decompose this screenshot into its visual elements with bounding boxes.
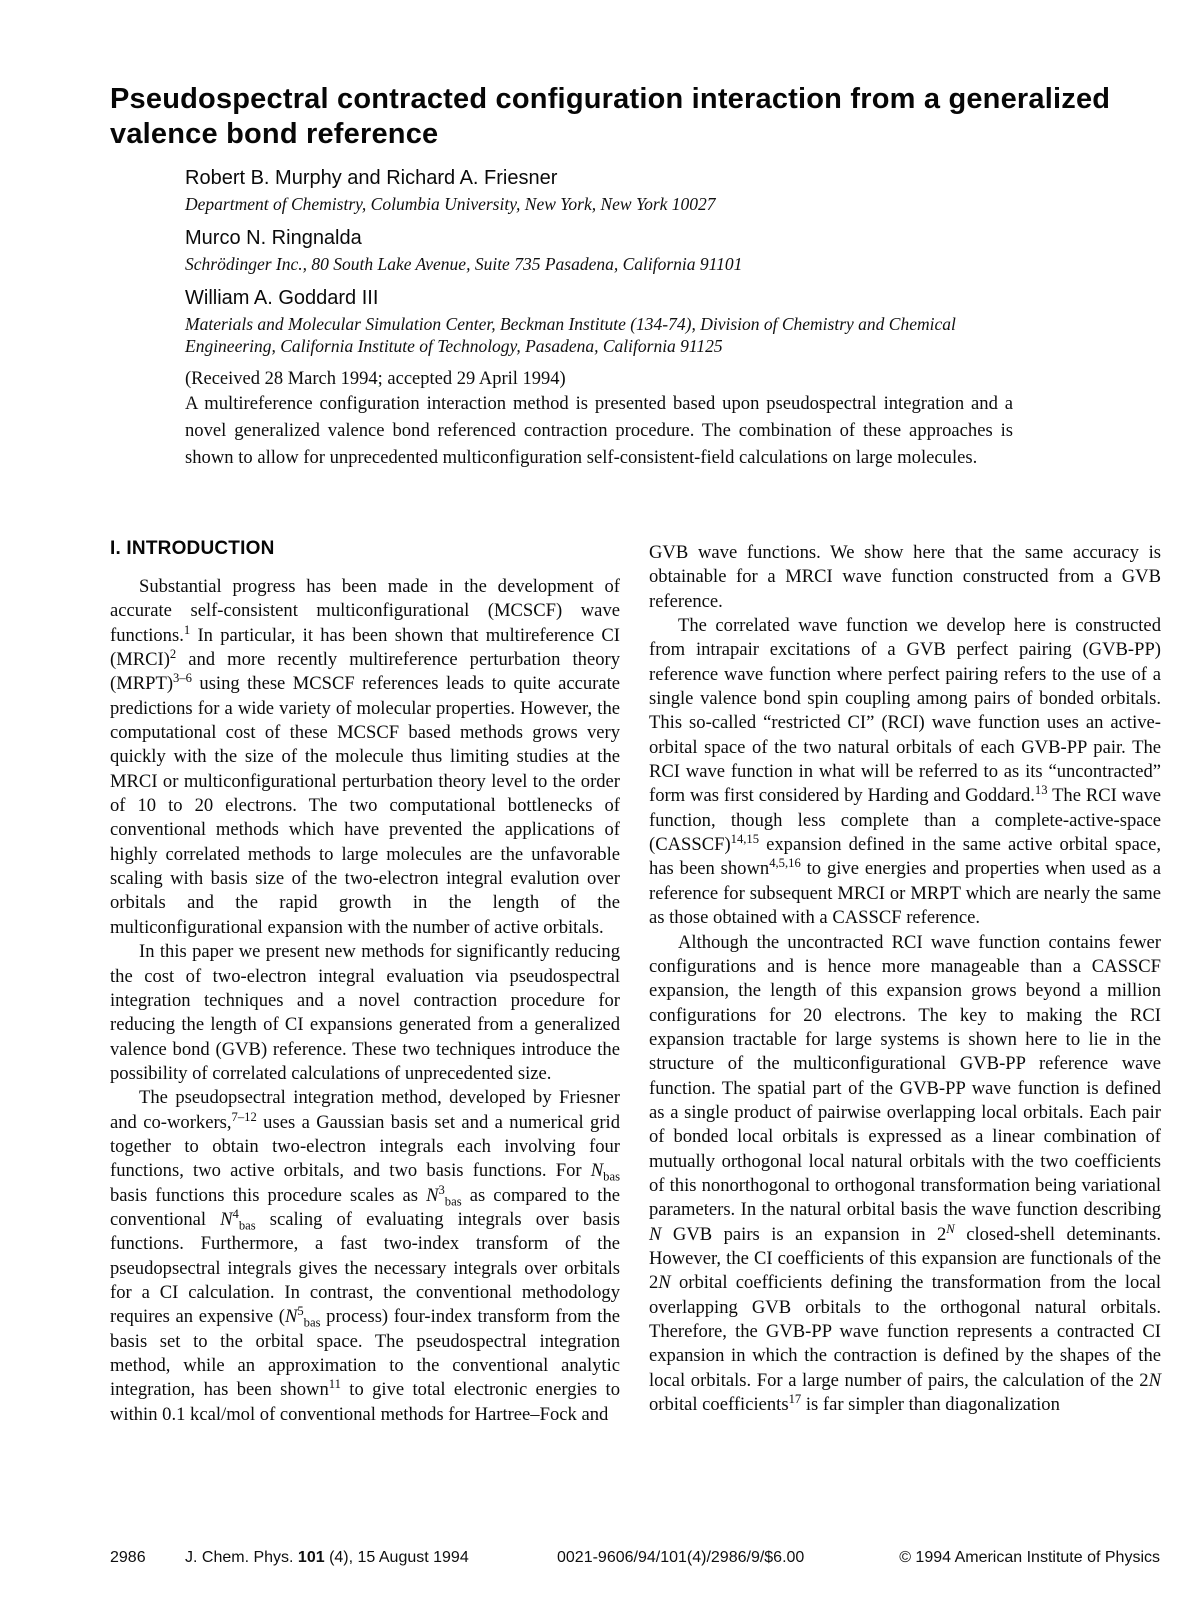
author-affiliation: Materials and Molecular Simulation Center, Beckman Institute (134-74), Division of Chemistry and Chemical Engineering, California Institute of Technology, Pasadena, California 91125: [185, 314, 956, 356]
body-paragraph: Although the uncontracted RCI wave function contains fewer configurations and is hence more manageable than a CASSCF expansion, the length of this expansion grows beyond a million configurations for 20 electrons. The key to making the RCI expansion tractable for large systems is shown here to lie in the structure of the multiconfigurational GVB-PP reference wave function. The spatial part of the GVB-PP wave function is defined as a single product of pairwise overlapping local orbitals. Each pair of bonded local orbitals is expressed as a linear combination of mutually orthogonal local natural orbitals with the two coefficients of this nonorthogonal to orthogonal transformation being variational parameters. In the natural orbital basis the wave function describing N GVB pairs is an expansion in $2^N$ closed-shell deteminants. However, the CI coefficients of this expansion are functionals of the 2N orbital coefficients defining the transformation from the local overlapping GVB orbitals to the orthogonal natural orbitals. Therefore, the GVB-PP wave function represents a contracted CI expansion in which the contraction is defined by the shapes of the local orbitals. For a large number of pairs, the calculation of the 2N orbital coefficients$^{17}$ is far simpler than diagonalization: [649, 931, 1161, 1416]
author-entry: [185, 166, 1035, 215]
page-footer: [0, 1549, 1200, 1573]
body-paragraph: The correlated wave function we develop here is constructed from intrapair excitations of a GVB perfect pairing (GVB-PP) reference wave function where perfect pairing refers to the use of a single valence bond spin coupling among pairs of bonded orbitals. This so-called “restricted CI” (RCI) wave function uses an active-orbital space of the two natural orbitals of each GVB-PP pair. The RCI wave function in what will be referred to as its “uncontracted” form was first considered by Harding and Goddard.$^{13}$ The RCI wave function, though less complete than a complete-active-space (CASSCF)$^{14,15}$ expansion defined in the same active orbital space, has been shown$^{4,5,16}$ to give energies and properties when used as a reference for subsequent MRCI or MRPT which are nearly the same as those obtained with a CASSCF reference.: [649, 615, 1161, 929]
body-paragraph: In this paper we present new methods for significantly reducing the cost of two-electron integral evaluation via pseudospectral integration techniques and a novel contraction procedure for reducing the length of CI expansions generated from a generalized valence bond (GVB) reference. These two techniques introduce the possibility of correlated calculations of unprecedented size.: [110, 941, 620, 1084]
body-paragraph: Substantial progress has been made in the development of accurate self-consistent multiconfigurational (MCSCF) wave functions.$^1$ In particular, it has been shown that multireference CI (MRCI)$^2$ and more recently multireference perturbation theory (MRPT)$^{3-6}$ using these MCSCF references leads to quite accurate predictions for a wide variety of molecular properties. However, the computational cost of these MCSCF based methods grows very quickly with the size of the molecule thus limiting studies at the MRCI or multiconfigurational perturbation theory level to the order of 10 to 20 electrons. The two computational bottlenecks of conventional methods which have prevented the applications of highly correlated methods to large molecules are the unfavorable scaling with basis size of the two-electron integral evalution over orbitals and the rapid growth in the length of the multiconfigurational expansion with the number of active orbitals.: [110, 576, 620, 938]
author-affiliation: Schrödinger Inc., 80 South Lake Avenue, Suite 735 Pasadena, California 91101: [185, 254, 743, 274]
body-paragraph: GVB wave functions. We show here that the same accuracy is obtainable for a MRCI wave function constructed from a GVB reference.: [649, 542, 1161, 612]
author-name: Robert B. Murphy and Richard A. Friesner: [185, 167, 558, 189]
paper-title: Pseudospectral contracted configuration interaction from a generalized valence bond reference: [110, 83, 1111, 150]
copyright-notice: © 1994 American Institute of Physics: [899, 1549, 1160, 1566]
journal-citation: J. Chem. Phys. 101 (4), 15 August 1994: [185, 1549, 469, 1566]
author-name: William A. Goddard III: [185, 287, 379, 309]
author-name: Murco N. Ringnalda: [185, 227, 362, 249]
author-entry: [185, 286, 1035, 357]
body-paragraph: The pseudopsectral integration method, developed by Friesner and co-workers,$^{7-12}$ uses a Gaussian basis set and a numerical grid together to obtain two-electron integrals each involving four functions, two active orbitals, and two basis functions. For $N_{bas}$ basis functions this procedure scales as $N^3_{bas}$ as compared to the conventional $N^4_{bas}$ scaling of evaluating integrals over basis functions. Furthermore, a fast two-index transform of the pseudopsectral integrals gives the necessary integrals over orbitals for a CI calculation. In contrast, the conventional methodology requires an expensive ($N^5_{bas}$ process) four-index transform from the basis set to the orbital space. The pseudospectral integration method, while an approximation to the conventional analytic integration, has been shown$^{11}$ to give total electronic energies to within 0.1 kcal/mol of conventional methods for Hartree–Fock and: [110, 1087, 621, 1425]
page-number: 2986: [110, 1549, 146, 1566]
received-dates: (Received 28 March 1994; accepted 29 April 1994): [185, 369, 566, 389]
issn-code: 0021-9606/94/101(4)/2986/9/$6.00: [557, 1549, 805, 1566]
author-entry: [185, 226, 1035, 275]
right-column: [649, 541, 1161, 1417]
left-column: [110, 538, 620, 1427]
authors-block: [185, 166, 1035, 410]
abstract-text: A multireference configuration interaction method is presented based upon pseudospectral integration and a novel generalized valence bond referenced contraction procedure. The combination of these approaches is shown to allow for unprecedented multiconfiguration self-consistent-field calculations on large molecules.: [185, 393, 1013, 468]
section-heading-introduction: I. INTRODUCTION: [110, 538, 275, 559]
author-affiliation: Department of Chemistry, Columbia University, New York, New York 10027: [185, 194, 716, 214]
